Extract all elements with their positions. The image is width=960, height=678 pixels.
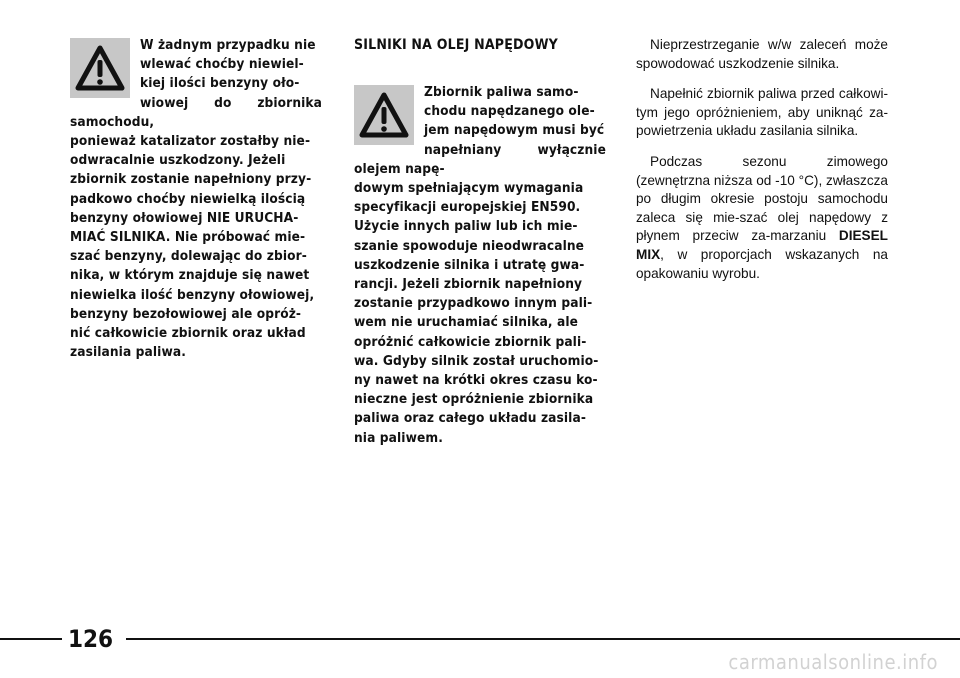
paragraph: Napełnić zbiornik paliwa przed całkowi-tym jego opróżnieniem, aby uniknąć za-powietrzenia układu zasilania silnika. bbox=[636, 86, 888, 139]
text-line: kiej ilości benzyny oło- bbox=[140, 75, 300, 92]
text-line: zasilania paliwa. bbox=[70, 344, 186, 361]
text-line: chodu napędzanego ole- bbox=[424, 103, 595, 120]
text-line: specyfikacji europejskiej EN590. bbox=[354, 199, 581, 216]
text-line: ny nawet na krótki okres czasu ko- bbox=[354, 372, 598, 389]
text-line: dowym spełniającym wymagania bbox=[354, 180, 584, 197]
text-line: Zbiornik paliwa samo- bbox=[424, 84, 579, 100]
text-line: paliwa oraz całego układu zasila- bbox=[354, 410, 586, 427]
section-heading: SILNIKI NA OLEJ NAPĘDOWY bbox=[354, 37, 559, 53]
text-line: szać benzyny, dolewając do zbior- bbox=[70, 248, 307, 265]
middle-column bbox=[354, 36, 606, 448]
text-line: wem nie uruchamiać silnika, ale bbox=[354, 314, 579, 331]
footer-rule bbox=[126, 638, 960, 640]
page-number: 126 bbox=[68, 625, 114, 653]
text-line: nić całkowicie zbiornik oraz układ bbox=[70, 325, 306, 342]
text-line: wlewać choćby niewiel- bbox=[140, 56, 304, 73]
text-line: zostanie przypadkowo innym pali- bbox=[354, 295, 593, 312]
text-line: Użycie innych paliw lub ich mie- bbox=[354, 218, 578, 235]
text-line: ponieważ katalizator zostałby nie- bbox=[70, 133, 311, 150]
text-line: szanie spowoduje nieodwracalne bbox=[354, 237, 585, 254]
text-line: nika, w którym znajduje się nawet bbox=[70, 267, 310, 284]
text-line: benzyny ołowiowej NIE URUCHA- bbox=[70, 209, 299, 226]
left-column bbox=[70, 36, 322, 362]
footer-rule bbox=[0, 638, 62, 640]
watermark: carmanualsonline.info bbox=[728, 650, 938, 674]
text-line: zbiornik zostanie napełniony przy- bbox=[70, 171, 312, 188]
text-line: napełniany wyłącznie olejem napę- bbox=[354, 141, 606, 177]
paragraph-text: , w proporcjach wskazanych na opakowaniu wyrobu. bbox=[636, 246, 888, 281]
text-line: rancji. Jeżeli zbiornik napełniony bbox=[354, 276, 583, 293]
warning-triangle-icon bbox=[70, 38, 130, 98]
text-line: jem napędowym musi być bbox=[424, 122, 605, 139]
text-line: W żadnym przypadku nie bbox=[140, 37, 316, 53]
text-line: opróżnić całkowicie zbiornik pali- bbox=[354, 333, 587, 350]
paragraph-text: Podczas sezonu zimowego (zewnętrzna niższa od -10 °C), zwłaszcza po długim okresie postoju samochodu zaleca się mie-szać olej napędowy z płynem przeciw za-marzaniu bbox=[636, 153, 888, 244]
text-line: nia paliwem. bbox=[354, 429, 443, 446]
text-line: odwracalnie uszkodzony. Jeżeli bbox=[70, 152, 286, 169]
text-line: padkowo choćby niewielką ilością bbox=[70, 190, 306, 207]
text-line: niewielka ilość benzyny ołowiowej, bbox=[70, 286, 315, 303]
text-line: nieczne jest opróżnienie zbiornika bbox=[354, 391, 594, 408]
text-line: MIAĆ SILNIKA. Nie próbować mie- bbox=[70, 229, 306, 246]
text-line: uszkodzenie silnika i utratę gwa- bbox=[354, 256, 585, 273]
warning-triangle-icon bbox=[354, 85, 414, 145]
paragraph: Nieprzestrzeganie w/w zaleceń może spowodować uszkodzenie silnika. bbox=[636, 37, 888, 71]
text-line: wiowej do zbiornika samochodu, bbox=[70, 94, 322, 130]
text-line: benzyny bezołowiowej ale opróż- bbox=[70, 305, 302, 322]
product-name: DIESEL MIX bbox=[636, 228, 888, 262]
right-column bbox=[636, 36, 888, 295]
paragraph bbox=[636, 153, 888, 283]
text-line: wa. Gdyby silnik został uruchomio- bbox=[354, 352, 599, 369]
